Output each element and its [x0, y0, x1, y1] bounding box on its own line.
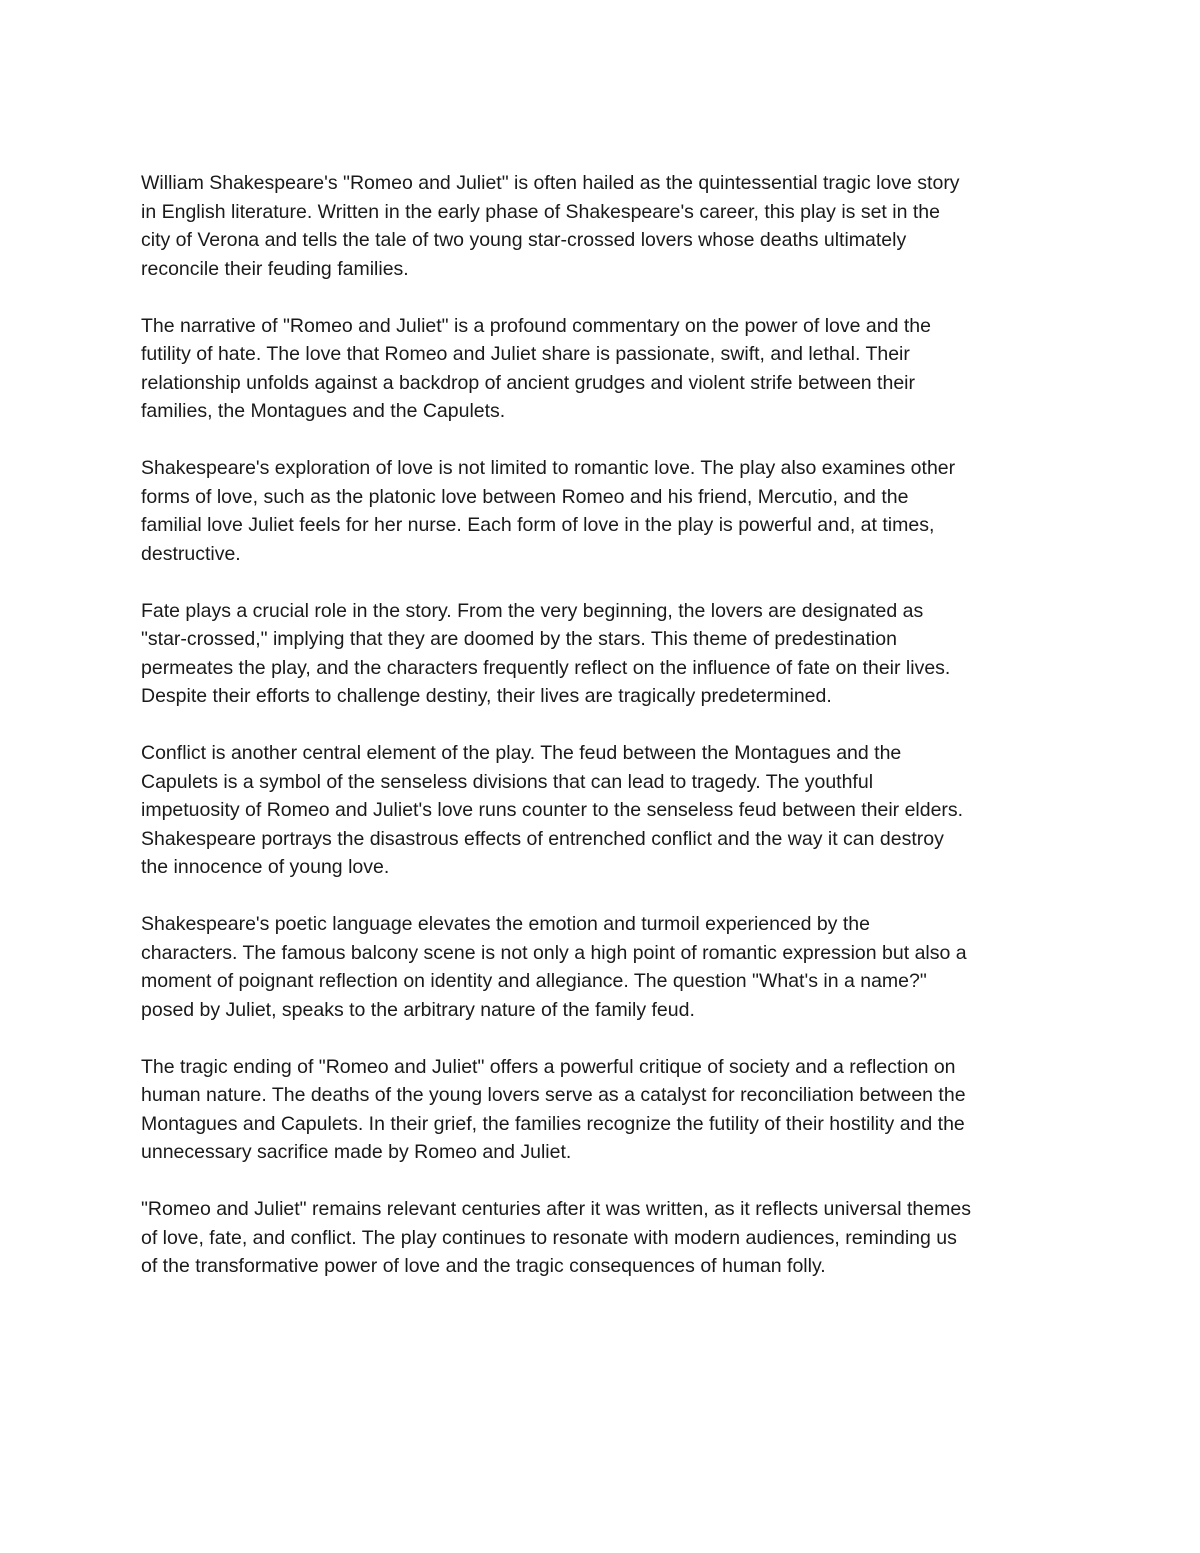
paragraph-conclusion: "Romeo and Juliet" remains relevant centuries after it was written, as it reflects universal themes of love, fate, and conflict. The play continues to resonate with modern audiences, reminding us of the transformative power of love and the tragic consequences of human folly.: [141, 1198, 971, 1277]
paragraph-conflict: Conflict is another central element of the play. The feud between the Montagues and the Capulets is a symbol of the senseless divisions that can lead to tragedy. The youthful impetuosity of Romeo and Juliet's love runs counter to the senseless feud between their elders. Shakespeare portrays the disastrous effects of entrenched conflict and the way it can destroy the innocence of young love.: [141, 742, 964, 878]
paragraph-poetic-language: Shakespeare's poetic language elevates the emotion and turmoil experienced by the characters. The famous balcony scene is not only a high point of romantic expression but also a moment of poignant reflection on identity and allegiance. The question "What's in a name?" posed by Juliet, speaks to the arbitrary nature of the family feud.: [141, 913, 967, 1021]
document-body: [141, 169, 1066, 1309]
paragraph-fate: Fate plays a crucial role in the story. From the very beginning, the lovers are designated as "star-crossed," implying that they are doomed by the stars. This theme of predestination permeates the play, and the characters frequently reflect on the influence of fate on their lives. Despite their efforts to challenge destiny, their lives are tragically predetermined.: [141, 599, 951, 707]
paragraph-love-and-hate: The narrative of "Romeo and Juliet" is a profound commentary on the power of love and the futility of hate. The love that Romeo and Juliet share is passionate, swift, and lethal. Their relationship unfolds against a backdrop of ancient grudges and violent strife between their families, the Montagues and the Capulets.: [141, 314, 931, 422]
paragraph-forms-of-love: Shakespeare's exploration of love is not limited to romantic love. The play also examines other forms of love, such as the platonic love between Romeo and his friend, Mercutio, and the familial love Juliet feels for her nurse. Each form of love in the play is powerful and, at times, destructive.: [141, 457, 956, 565]
paragraph-tragic-ending: The tragic ending of "Romeo and Juliet" offers a powerful critique of society and a reflection on human nature. The deaths of the young lovers serve as a catalyst for reconciliation between the Montagues and Capulets. In their grief, the families recognize the futility of their hostility and the unnecessary sacrifice made by Romeo and Juliet.: [141, 1055, 966, 1163]
paragraph-introduction: William Shakespeare's "Romeo and Juliet" is often hailed as the quintessential tragic love story in English literature. Written in the early phase of Shakespeare's career, this play is set in the city of Verona and tells the tale of two young star-crossed lovers whose deaths ultimately reconcile their feuding families.: [141, 172, 960, 280]
